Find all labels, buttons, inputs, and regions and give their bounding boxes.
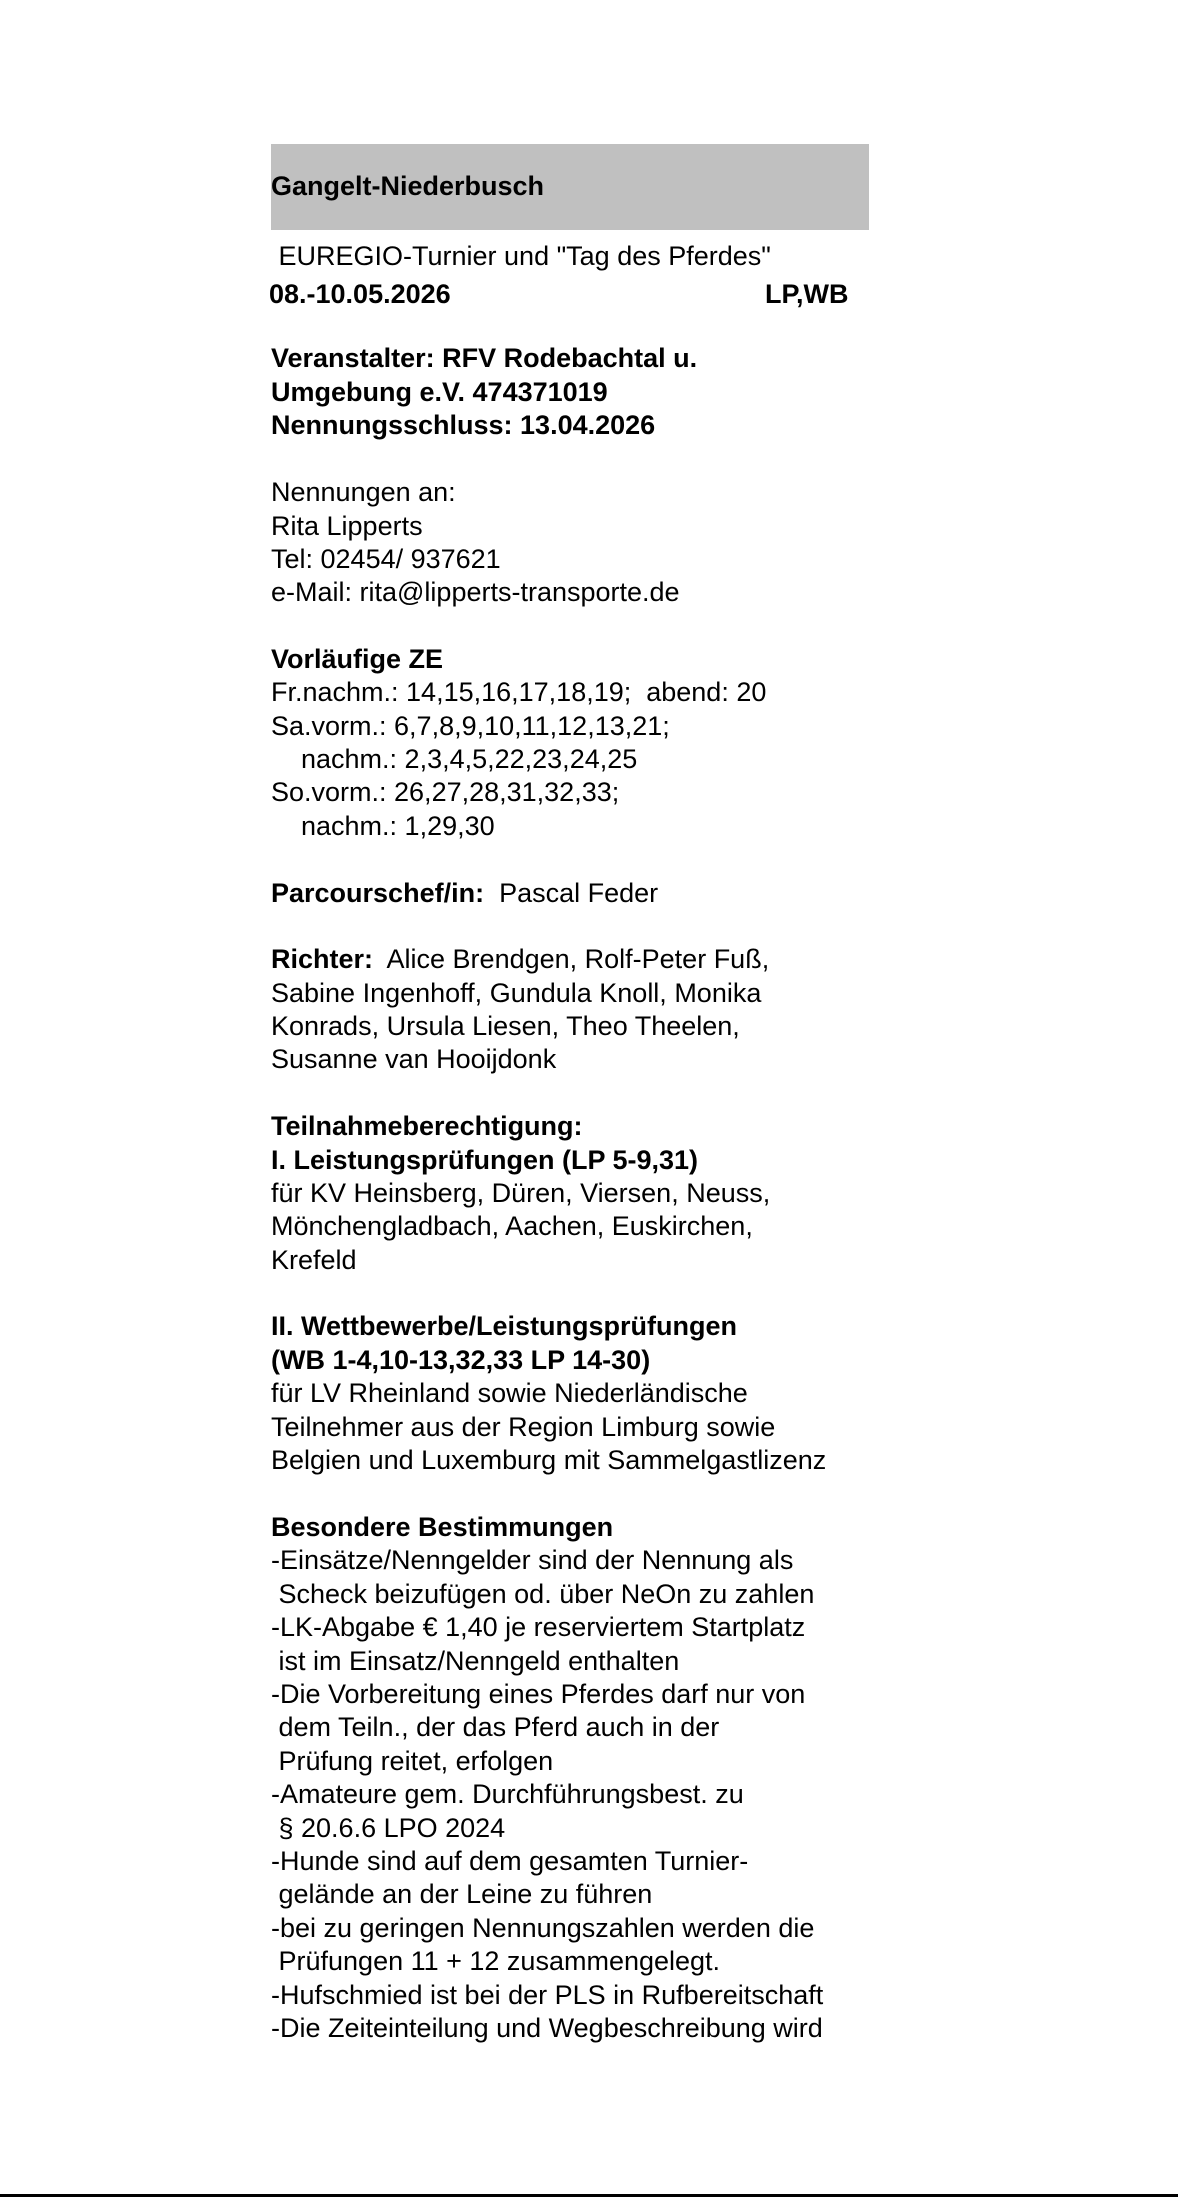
special-provision-line: Prüfungen 11 + 12 zusammengelegt. [271,1946,721,1976]
judges-label: Richter: [271,944,374,974]
special-provision-line: Scheck beizufügen od. über NeOn zu zahlen [271,1579,815,1609]
entry-deadline: Nennungsschluss: 13.04.2026 [271,410,656,440]
special-provision-line: -Hufschmied ist bei der PLS in Rufbereitschaft [271,1980,824,2010]
event-name: EUREGIO-Turnier und "Tag des Pferdes" [271,241,771,271]
schedule-line: Sa.vorm.: 6,7,8,9,10,11,12,13,21; [271,711,670,741]
judges-first-line [271,943,769,976]
special-provision-line: -Einsätze/Nenngelder sind der Nennung als [271,1545,794,1575]
judges-line: Alice Brendgen, Rolf-Peter Fuß, [373,944,770,974]
entries-name: Rita Lipperts [271,511,423,541]
special-provisions-heading: Besondere Bestimmungen [271,1512,614,1542]
course-designer-name: Pascal Feder [484,878,659,908]
schedule-line: nachm.: 2,3,4,5,22,23,24,25 [271,744,638,774]
special-provision-line: § 20.6.6 LPO 2024 [271,1813,506,1843]
eligibility-section2-line: Teilnehmer aus der Region Limburg sowie [271,1412,776,1442]
eligibility-section1-line: für KV Heinsberg, Düren, Viersen, Neuss, [271,1178,771,1208]
schedule-line: nachm.: 1,29,30 [271,811,495,841]
special-provision-line: -LK-Abgabe € 1,40 je reserviertem Startplatz [271,1612,806,1642]
special-provision-line: -Hunde sind auf dem gesamten Turnier- [271,1846,749,1876]
eligibility-section2-line: Belgien und Luxemburg mit Sammelgastlizenz [271,1445,827,1475]
entries-phone: Tel: 02454/ 937621 [271,544,501,574]
organizer-line-2: Umgebung e.V. 474371019 [271,377,608,407]
special-provision-line: Prüfung reitet, erfolgen [271,1746,554,1776]
entries-email: e-Mail: rita@lipperts-transporte.de [271,577,680,607]
special-provision-line: ist im Einsatz/Nenngeld enthalten [271,1646,680,1676]
judges-line: Susanne van Hooijdonk [271,1044,557,1074]
schedule-heading: Vorläufige ZE [271,644,444,674]
special-provision-line: dem Teiln., der das Pferd auch in der [271,1712,720,1742]
eligibility-section1-line: Krefeld [271,1245,357,1275]
organizer-line-1: Veranstalter: RFV Rodebachtal u. [271,343,698,373]
event-types: LP,WB [765,279,849,309]
eligibility-section2-title: II. Wettbewerbe/Leistungsprüfungen [271,1311,738,1341]
schedule-line: So.vorm.: 26,27,28,31,32,33; [271,777,620,807]
schedule-line: Fr.nachm.: 14,15,16,17,18,19; abend: 20 [271,677,767,707]
special-provision-line: gelände an der Leine zu führen [271,1879,653,1909]
eligibility-section2-line: für LV Rheinland sowie Niederländische [271,1378,748,1408]
special-provision-line: -Die Zeiteinteilung und Wegbeschreibung wird [271,2013,823,2043]
event-dates: 08.-10.05.2026 [269,279,451,309]
eligibility-section1-line: Mönchengladbach, Aachen, Euskirchen, [271,1211,753,1241]
eligibility-section2-title: (WB 1-4,10-13,32,33 LP 14-30) [271,1345,651,1375]
eligibility-section1-title: I. Leistungsprüfungen (LP 5-9,31) [271,1145,699,1175]
judges-line: Konrads, Ursula Liesen, Theo Theelen, [271,1011,740,1041]
location-title: Gangelt-Niederbusch [271,171,545,201]
special-provision-line: -Die Vorbereitung eines Pferdes darf nur von [271,1679,806,1709]
eligibility-heading: Teilnahmeberechtigung: [271,1111,583,1141]
course-designer-label: Parcourschef/in: [271,878,485,908]
entries-heading: Nennungen an: [271,477,456,507]
course-designer [271,877,658,910]
bottom-rule [0,2194,1178,2197]
judges-line: Sabine Ingenhoff, Gundula Knoll, Monika [271,978,762,1008]
special-provision-line: -Amateure gem. Durchführungsbest. zu [271,1779,744,1809]
special-provision-line: -bei zu geringen Nennungszahlen werden die [271,1913,815,1943]
